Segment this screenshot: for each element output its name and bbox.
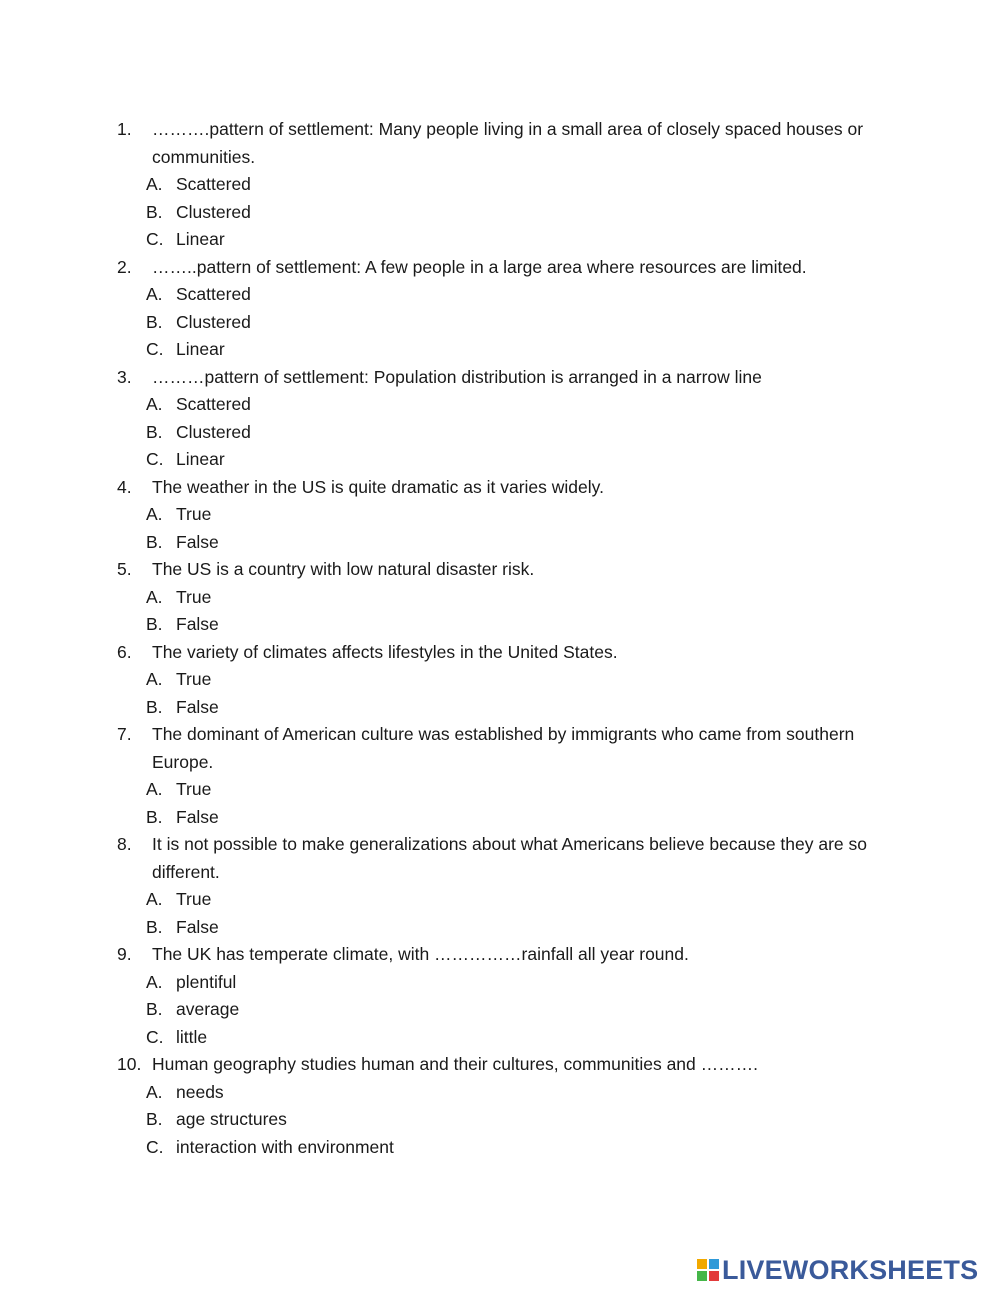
option-letter: B.: [146, 1109, 163, 1129]
option-c[interactable]: [117, 1134, 897, 1162]
option-b[interactable]: [117, 1106, 897, 1134]
option-c[interactable]: [117, 446, 897, 474]
question-3: [117, 364, 897, 474]
option-c[interactable]: [117, 336, 897, 364]
question-number: 8.: [117, 834, 132, 854]
option-b[interactable]: [117, 199, 897, 227]
option-b[interactable]: [117, 694, 897, 722]
option-letter: A.: [146, 504, 163, 524]
question-1: [117, 116, 897, 254]
question-text: The weather in the US is quite dramatic as it varies widely.: [152, 476, 604, 497]
option-letter: C.: [146, 1136, 164, 1157]
logo-block: [709, 1271, 719, 1281]
option-text: False: [176, 806, 219, 827]
logo-text: LIVEWORKSHEETS: [722, 1254, 979, 1285]
question-8: [117, 831, 897, 941]
option-text: Clustered: [176, 311, 251, 332]
question-text: ……….pattern of settlement: Many people living in a small area of closely spaced houses or communities.: [152, 119, 864, 167]
quiz-list: [117, 116, 897, 1161]
option-b[interactable]: [117, 996, 897, 1024]
option-b[interactable]: [117, 419, 897, 447]
question-7: [117, 721, 897, 831]
option-text: interaction with environment: [176, 1136, 394, 1157]
option-text: age structures: [176, 1109, 287, 1129]
option-b[interactable]: [117, 914, 897, 942]
option-b[interactable]: [117, 611, 897, 639]
option-text: Linear: [176, 449, 225, 469]
option-letter: A.: [146, 284, 163, 304]
option-letter: A.: [146, 669, 163, 689]
option-text: True: [176, 504, 212, 524]
option-letter: A.: [146, 586, 163, 607]
option-letter: C.: [146, 229, 164, 249]
option-letter: B.: [146, 311, 163, 332]
option-a[interactable]: [117, 391, 897, 419]
question-text: The variety of climates affects lifestyles in the United States.: [152, 641, 618, 662]
option-a[interactable]: [117, 886, 897, 914]
option-text: True: [176, 586, 212, 607]
question-text: The UK has temperate climate, with ……………rainfall all year round.: [152, 944, 689, 964]
option-a[interactable]: [117, 501, 897, 529]
option-b[interactable]: [117, 529, 897, 557]
option-text: False: [176, 916, 219, 937]
option-letter: C.: [146, 339, 164, 359]
question-number: 2.: [117, 256, 132, 277]
logo-block: [697, 1259, 707, 1269]
option-a[interactable]: [117, 281, 897, 309]
option-text: True: [176, 889, 212, 909]
option-text: Clustered: [176, 201, 251, 222]
option-text: Scattered: [176, 174, 251, 194]
option-letter: C.: [146, 449, 164, 469]
question-number: 9.: [117, 944, 132, 964]
option-text: True: [176, 779, 212, 799]
option-a[interactable]: [117, 584, 897, 612]
option-letter: A.: [146, 889, 163, 909]
option-text: False: [176, 531, 219, 552]
option-letter: B.: [146, 696, 163, 717]
option-text: False: [176, 614, 219, 634]
question-number: 3.: [117, 366, 132, 387]
option-a[interactable]: [117, 666, 897, 694]
option-letter: B.: [146, 531, 163, 552]
option-letter: A.: [146, 1081, 163, 1102]
option-letter: B.: [146, 999, 163, 1019]
option-text: Scattered: [176, 284, 251, 304]
logo-block: [709, 1259, 719, 1269]
option-text: Linear: [176, 229, 225, 249]
option-b[interactable]: [117, 804, 897, 832]
option-letter: C.: [146, 1026, 164, 1047]
option-text: Linear: [176, 339, 225, 359]
option-b[interactable]: [117, 309, 897, 337]
option-text: False: [176, 696, 219, 717]
question-10: [117, 1051, 897, 1161]
question-text: Human geography studies human and their cultures, communities and ……….: [152, 1054, 758, 1074]
option-text: Clustered: [176, 421, 251, 442]
question-2: [117, 254, 897, 364]
option-a[interactable]: [117, 776, 897, 804]
option-a[interactable]: [117, 1079, 897, 1107]
option-letter: A.: [146, 971, 163, 992]
question-5: [117, 556, 897, 639]
option-text: average: [176, 999, 240, 1019]
option-letter: B.: [146, 916, 163, 937]
option-letter: B.: [146, 201, 163, 222]
question-number: 7.: [117, 724, 132, 744]
question-number: 4.: [117, 476, 132, 497]
question-number: 1.: [117, 119, 132, 139]
option-letter: A.: [146, 174, 163, 194]
question-number: 5.: [117, 559, 132, 579]
option-a[interactable]: [117, 969, 897, 997]
option-c[interactable]: [117, 226, 897, 254]
liveworksheets-logo[interactable]: [697, 1255, 978, 1285]
option-letter: A.: [146, 394, 163, 414]
question-number: 6.: [117, 641, 132, 662]
option-text: True: [176, 669, 212, 689]
question-text: It is not possible to make generalizations about what Americans believe because they are so different.: [152, 834, 867, 882]
option-letter: B.: [146, 806, 163, 827]
logo-blocks-icon: [697, 1259, 719, 1281]
option-c[interactable]: [117, 1024, 897, 1052]
question-text: ………pattern of settlement: Population distribution is arranged in a narrow line: [152, 366, 762, 387]
option-text: plentiful: [176, 971, 237, 992]
question-6: [117, 639, 897, 722]
option-text: Scattered: [176, 394, 251, 414]
option-a[interactable]: [117, 171, 897, 199]
option-text: little: [176, 1026, 208, 1047]
question-text: The dominant of American culture was established by immigrants who came from southern Europe.: [152, 724, 855, 772]
question-text: The US is a country with low natural disaster risk.: [152, 559, 535, 579]
question-9: [117, 941, 897, 1051]
option-letter: B.: [146, 614, 163, 634]
question-text: ……..pattern of settlement: A few people in a large area where resources are limited.: [152, 256, 807, 277]
question-4: [117, 474, 897, 557]
logo-block: [697, 1271, 707, 1281]
question-number: 10.: [117, 1054, 142, 1074]
option-letter: B.: [146, 421, 163, 442]
option-text: needs: [176, 1081, 224, 1102]
option-letter: A.: [146, 779, 163, 799]
